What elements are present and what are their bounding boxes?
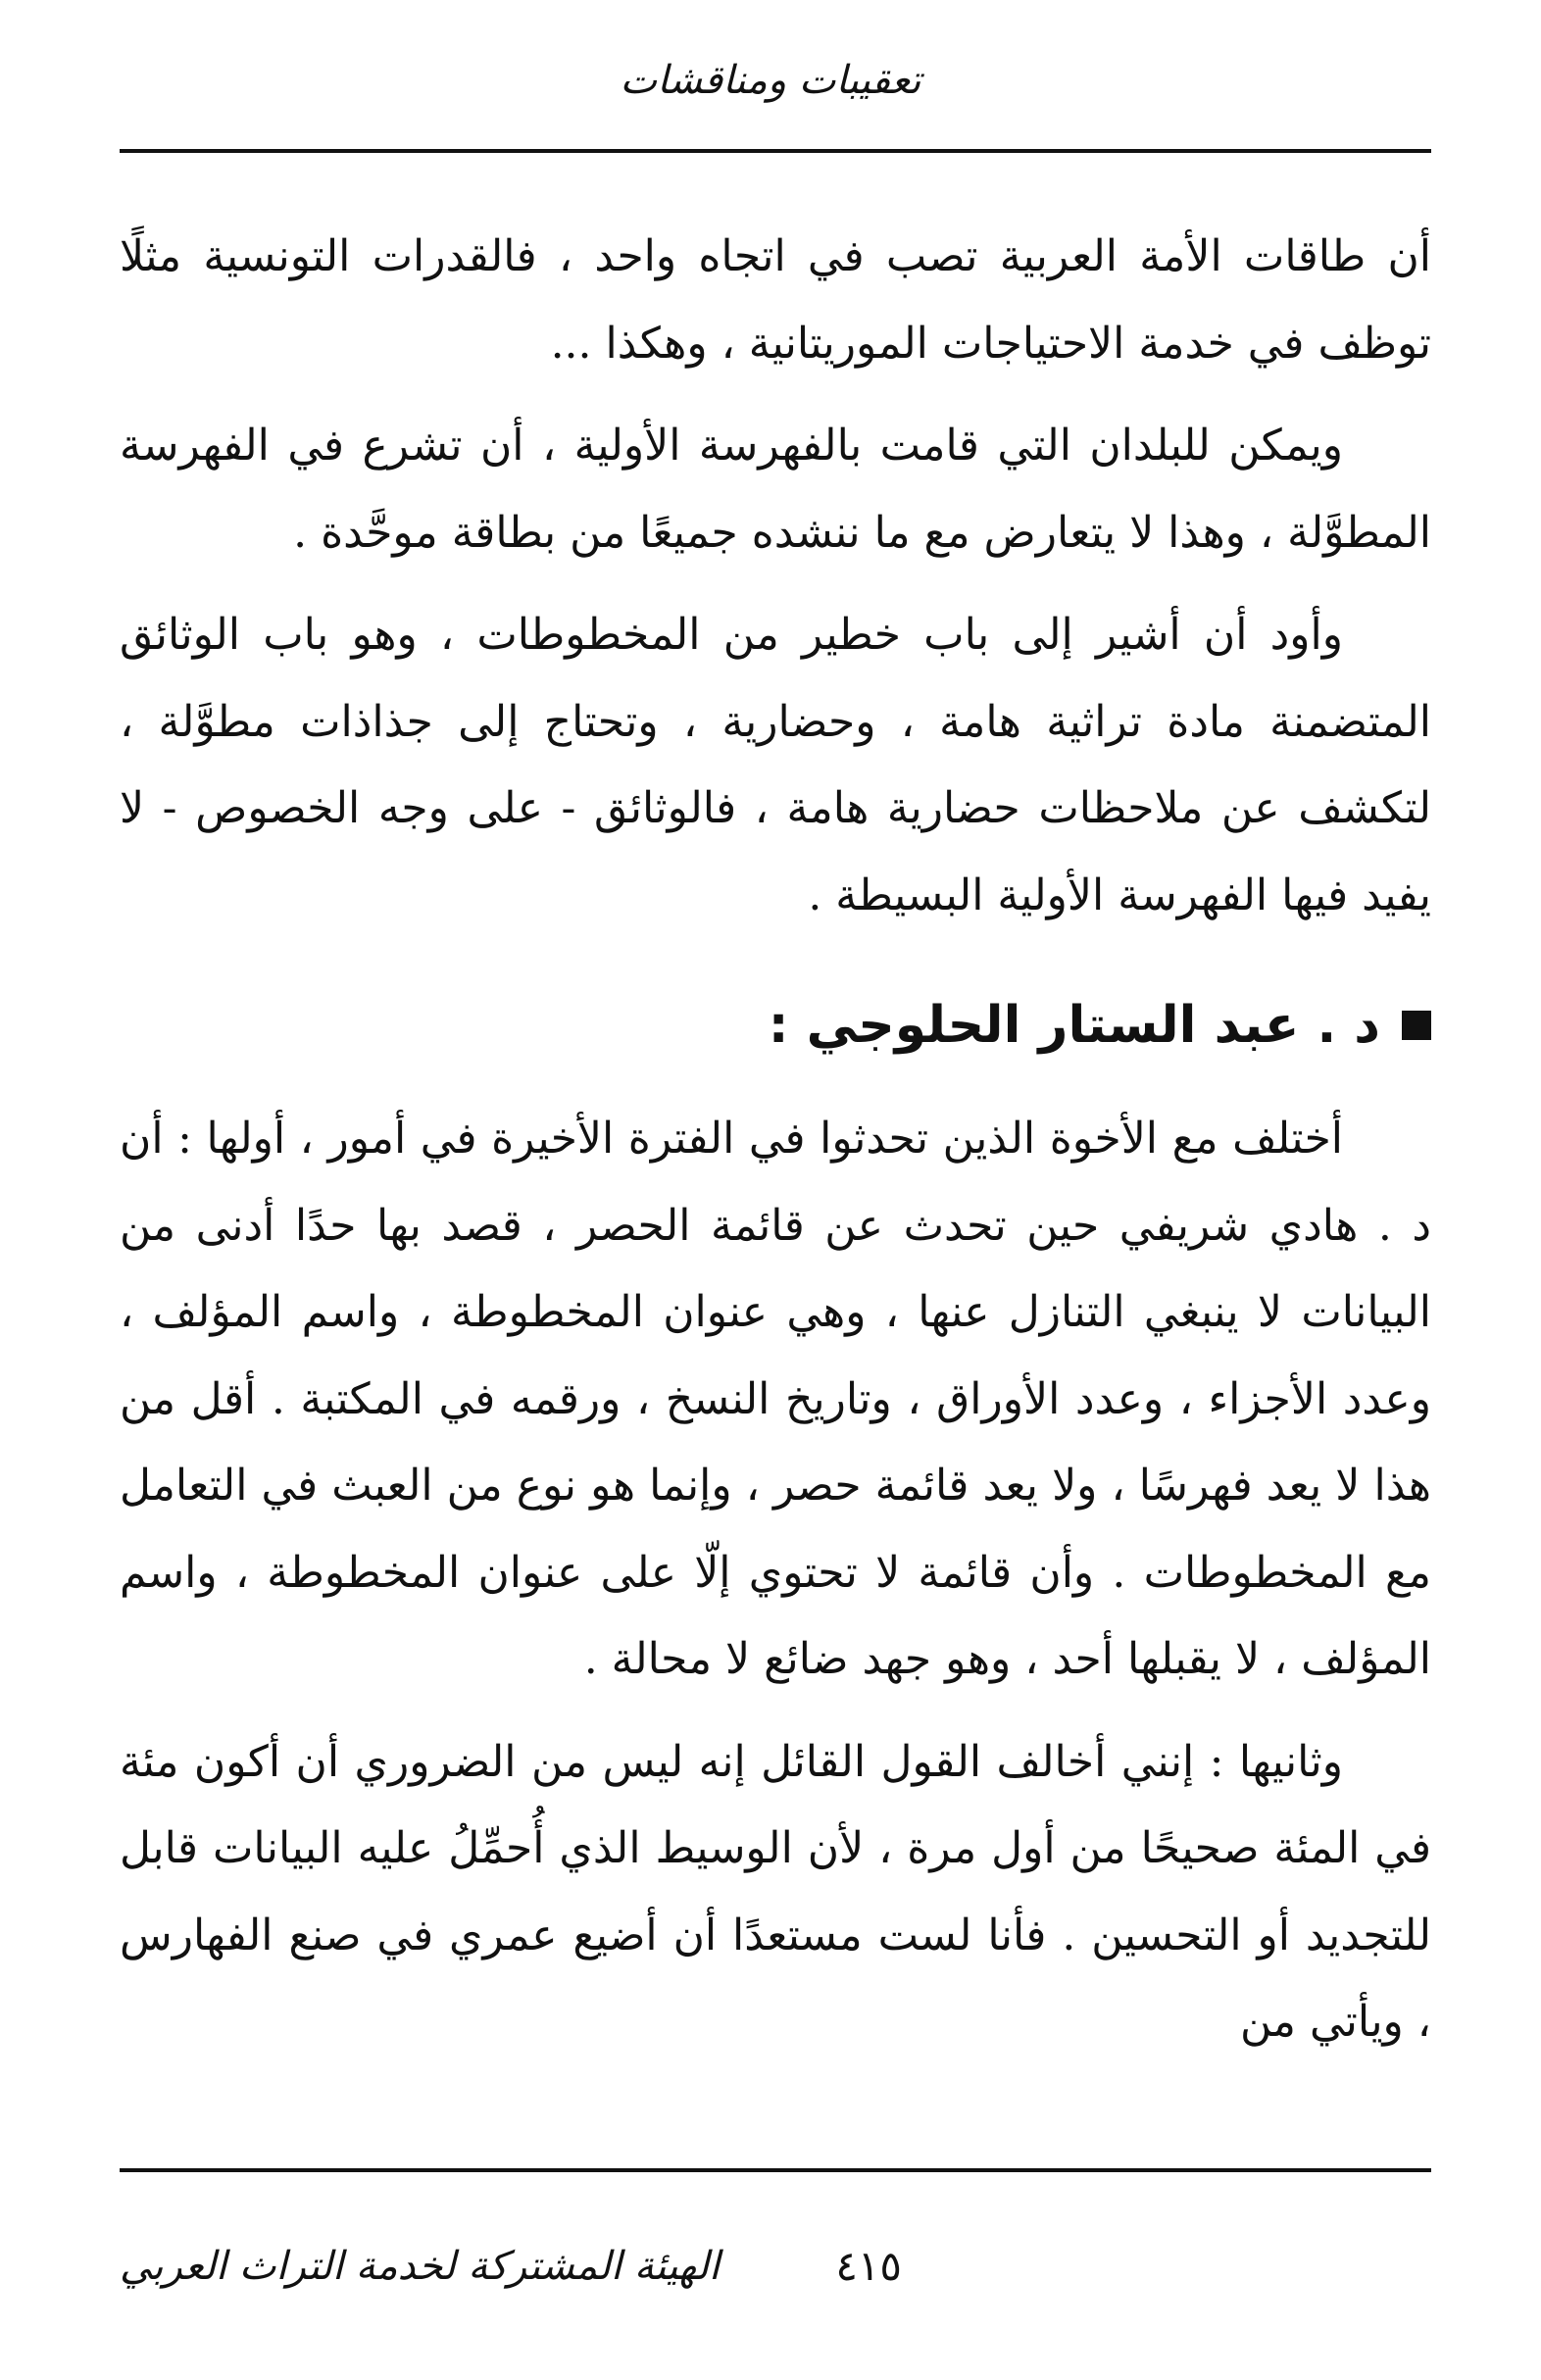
- body-text: [120, 214, 1431, 2066]
- paragraph: أن طاقات الأمة العربية تصب في اتجاه واحد ، فالقدرات التونسية مثلًا توظف في خدمة الاحتياجات الموريتانية ، وهكذا ...: [120, 231, 1431, 369]
- page-footer: [120, 2237, 1431, 2296]
- square-bullet-icon: [1402, 1011, 1431, 1040]
- paragraph: وأود أن أشير إلى باب خطير من المخطوطات ، وهو باب الوثائق المتضمنة مادة تراثية هامة ، وحضارية ، وتحتاج إلى جذاذات مطوَّلة ، لتكشف عن ملاحظات حضارية هامة ، فالوثائق - على وجه الخصوص - لا يفيد فيها الفهرسة الأولية البسيطة .: [120, 610, 1431, 920]
- paragraph: ويمكن للبلدان التي قامت بالفهرسة الأولية ، أن تشرع في الفهرسة المطوَّلة ، وهذا لا يتعارض مع ما ننشده جميعًا من بطاقة موحَّدة .: [120, 421, 1431, 558]
- header-rule: [120, 149, 1431, 153]
- page-number: ٤١٥: [835, 2242, 902, 2290]
- paragraph: وثانيها : إنني أخالف القول القائل إنه ليس من الضروري أن أكون مئة في المئة صحيحًا من أول مرة ، لأن الوسيط الذي أُحمِّلُ عليه البيانات قابل للتجديد أو التحسين . فأنا لست مستعدًا أن أضيع عمري في صنع الفهارس ، ويأتي من: [120, 1736, 1431, 2047]
- section-heading: [120, 990, 1431, 1061]
- footer-rule: [120, 2168, 1431, 2172]
- publisher-name: الهيئة المشتركة لخدمة التراث العربي: [120, 2244, 721, 2289]
- running-header: تعقيبات ومناقشات: [620, 58, 921, 103]
- paragraph: أختلف مع الأخوة الذين تحدثوا في الفترة الأخيرة في أمور ، أولها : أن د . هادي شريفي حين تحدث عن قائمة الحصر ، قصد بها حدًا أدنى من البيانات لا ينبغي التنازل عنها ، وهي عنوان المخطوطة ، واسم المؤلف ، وعدد الأجزاء ، وعدد الأوراق ، وتاريخ النسخ ، ورقمه في المكتبة . أقل من هذا لا يعد فهرسًا ، ولا يعد قائمة حصر ، وإنما هو نوع من العبث في التعامل مع المخطوطات . وأن قائمة لا تحتوي إلّا على عنوان المخطوطة ، واسم المؤلف ، لا يقبلها أحد ، وهو جهد ضائع لا محالة .: [120, 1114, 1431, 1684]
- section-heading-text: د . عبد الستار الحلوجي :: [768, 996, 1380, 1055]
